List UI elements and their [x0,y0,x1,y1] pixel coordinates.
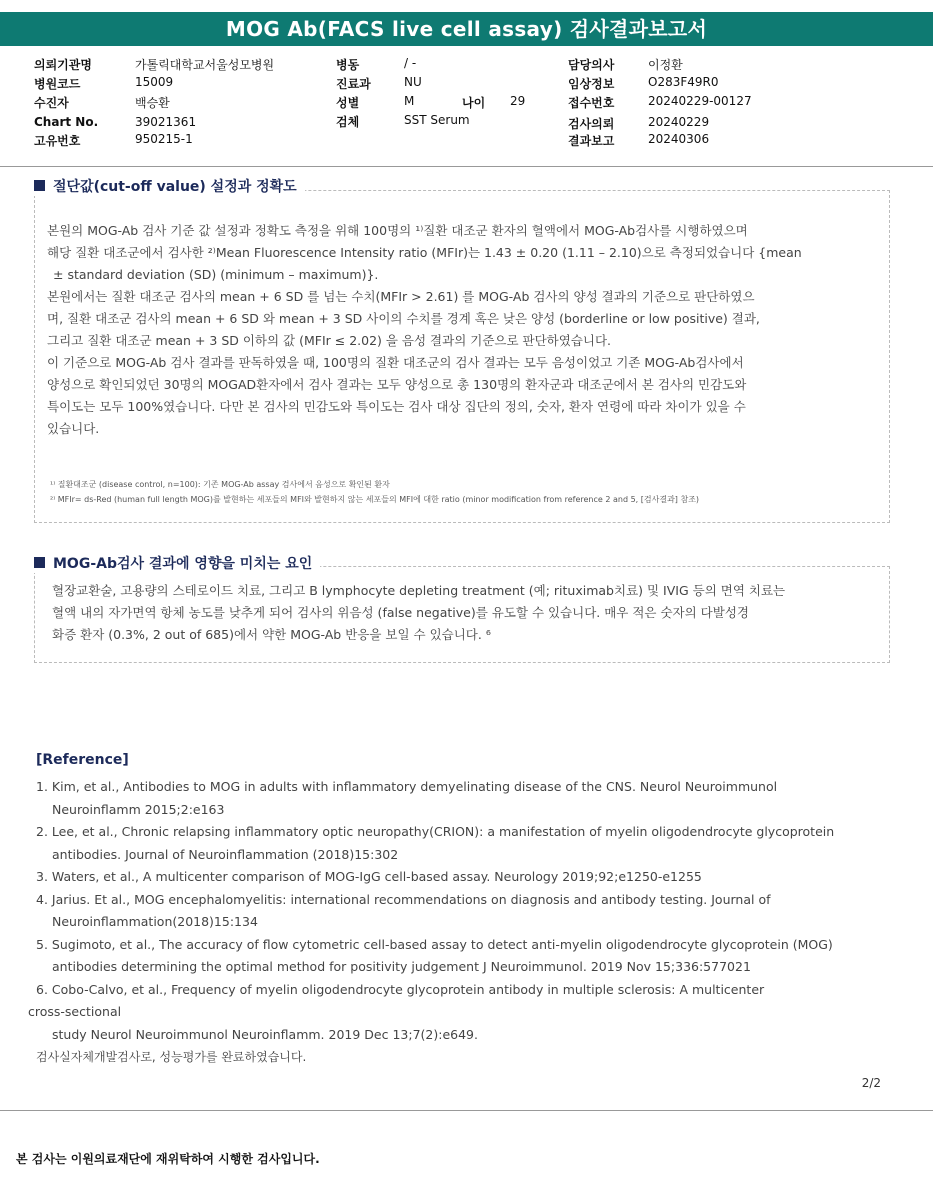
request-label: 검사의뢰 [568,117,615,131]
reference-line: 6. Cobo-Calvo, et al., Frequency of myelin oligodendrocyte glycoprotein antibody in multiple sclerosis: A multicenter [36,981,765,997]
reference-line: 5. Sugimoto, et al., The accuracy of flow cytometric cell-based assay to detect anti-myelin oligodendrocyte glycoprotein (MOG) [36,936,833,952]
reference-line: 2. Lee, et al., Chronic relapsing inflammatory optic neuropathy(CRION): a manifestation of myelin oligodendrocyte glycoprotein [36,824,835,839]
report-label: 결과보고 [568,134,615,148]
receipt-label: 접수번호 [568,96,615,110]
text-line: 본원의 MOG-Ab 검사 기준 값 설정과 정확도 측정을 위해 100명의 ¹⁾질환 대조군 환자의 혈액에서 MOG-Ab검사를 시행하였으며 [47,223,748,238]
page-number: 2/2 [861,1076,881,1090]
reference-line: antibodies. Journal of Neuroinflammation (2018)15:302 [52,846,399,862]
receipt-value: 20240229-00127 [648,94,752,108]
req-org-value: 가톨릭대학교서울성모병원 [135,58,275,72]
text-line: ± standard deviation (SD) (minimum – maximum)}. [53,267,379,282]
footnote-1: ¹⁾ 질환대조군 (disease control, n=100): 기존 MOG-Ab assay 검사에서 음성으로 확인된 환자 [50,480,390,489]
text-line: 며, 질환 대조군 검사의 mean + 6 SD 와 mean + 3 SD 사이의 수치를 경계 혹은 낮은 양성 (borderline or low positive) 결과, [47,311,760,326]
text-line: 있습니다. [47,421,100,436]
sex-label: 성별 [336,96,360,110]
request-value: 20240229 [648,115,710,129]
req-org-label: 의뢰기관명 [34,58,92,72]
factors-paragraph [52,580,882,646]
reference-line: study Neurol Neuroimmunol Neuroinflamm. 2019 Dec 13;7(2):e649. [52,1026,478,1042]
unique-label: 고유번호 [34,134,81,148]
patient-value: 백승환 [135,96,170,110]
text-line: 해당 질환 대조군에서 검사한 ²⁾Mean Fluorescence Intensity ratio (MFIr)는 1.43 ± 0.20 (1.11 – 2.10)으로 측정되었습니다 {mean [47,245,802,260]
hosp-code-label: 병원코드 [34,77,81,91]
reference-heading: [Reference] [36,752,129,768]
text-line: 특이도는 모두 100%였습니다. 다만 본 검사의 민감도와 특이도는 검사 대상 집단의 정의, 숫자, 환자 연령에 따라 차이가 있을 수 [47,399,746,414]
specimen-label: 검체 [336,115,360,129]
dept-label: 진료과 [336,77,371,91]
specimen-value: SST Serum [404,113,470,127]
report-title: MOG Ab(FACS live cell assay) 검사결과보고서 [0,12,933,46]
text-line: 양성으로 확인되었던 30명의 MOGAD환자에서 검사 결과는 모두 양성으로 총 130명의 환자군과 대조군에서 본 검사의 민감도와 [47,377,747,392]
age-value: 29 [510,94,526,108]
reference-line: antibodies determining the optimal method for positivity judgement J Neuroimmunol. 2019 Nov 15;336:577021 [52,959,751,974]
clinical-label: 임상정보 [568,77,615,91]
cutoff-paragraph [47,220,877,440]
text-line: 이 기준으로 MOG-Ab 검사 결과를 판독하였을 때, 100명의 질환 대조군의 검사 결과는 모두 음성이었고 기존 MOG-Ab검사에서 [47,355,744,370]
reference-list [28,776,835,1069]
validation-note: 검사실자체개발검사로, 성능평가를 완료하였습니다. [36,1050,307,1064]
footer-note: 본 검사는 이원의료재단에 재위탁하여 시행한 검사입니다. [16,1152,320,1166]
text-line: 혈장교환술, 고용량의 스테로이드 치료, 그리고 B lymphocyte depleting treatment (예; rituximab치료) 및 IVIG 등의 면역 치료는 [52,583,786,598]
text-line: 혈액 내의 자가면역 항체 농도를 낮추게 되어 검사의 위음성 (false negative)를 유도할 수 있습니다. 매우 적은 숫자의 다발성경 [52,605,749,620]
report-value: 20240306 [648,132,710,146]
chart-value: 39021361 [135,115,197,129]
patient-info-block [0,46,933,167]
chart-label: Chart No. [34,115,99,129]
square-bullet-icon [34,557,45,568]
doctor-label: 담당의사 [568,58,615,72]
reference-line: Neuroinflammation(2018)15:134 [52,914,258,929]
ward-value: / - [404,56,417,70]
reference-line: Neuroinflamm 2015;2:e163 [52,801,225,817]
factors-section-heading [34,553,320,573]
doctor-value: 이정환 [648,58,683,72]
footnote-2: ²⁾ MFIr= ds-Red (human full length MOG)를 발현하는 세포들의 MFI와 발현하지 않는 세포들의 MFI에 대한 ratio (minor modification from reference 2 and 5, [검사결과] 참조) [50,495,700,504]
text-line: 본원에서는 질환 대조군 검사의 mean + 6 SD 를 넘는 수치(MFIr > 2.61) 를 MOG-Ab 검사의 양성 결과의 기준으로 판단하였으 [47,289,755,304]
reference-line: 4. Jarius. Et al., MOG encephalomyelitis: international recommendations on diagnosis and antibody testing. Journal of [36,891,771,907]
reference-line: 3. Waters, et al., A multicenter comparison of MOG-IgG cell-based assay. Neurology 2019;92;e1250-e1255 [36,869,702,884]
footer-divider [0,1110,933,1111]
reference-line: cross-sectional [28,1004,122,1019]
factors-heading-text: MOG-Ab검사 결과에 영향을 미치는 요인 [53,556,313,572]
hosp-code-value: 15009 [135,75,174,89]
unique-value: 950215-1 [135,132,193,146]
age-label: 나이 [462,96,486,110]
sex-value: M [404,94,415,108]
patient-label: 수진자 [34,96,69,110]
reference-line: 1. Kim, et al., Antibodies to MOG in adults with inflammatory demyelinating disease of the CNS. Neurol Neuroimmunol [36,779,778,794]
clinical-value: O283F49R0 [648,75,719,89]
cutoff-heading-text: 절단값(cut-off value) 설정과 정확도 [53,179,297,195]
square-bullet-icon [34,180,45,191]
dept-value: NU [404,75,422,89]
ward-label: 병동 [336,58,360,72]
text-line: 화증 환자 (0.3%, 2 out of 685)에서 약한 MOG-Ab 반응을 보일 수 있습니다. ⁶ [52,627,491,642]
text-line: 그리고 질환 대조군 mean + 3 SD 이하의 값 (MFIr ≤ 2.02) 을 음성 결과의 기준으로 판단하였습니다. [47,333,612,348]
cutoff-section-heading [34,176,305,196]
